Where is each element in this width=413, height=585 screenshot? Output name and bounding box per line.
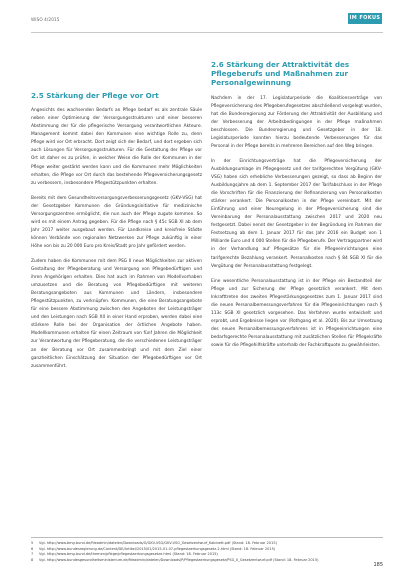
paragraph: In der Einrichtungsverträge hat die Pflegeversicherung der Ausbildungsumlage im Pflegegesetz und der tarifgerechten Vergütung (GKV-VSG) haben sich erhebliche Verbesserungen gezeigt, so dass ab Beginn der Ausbildungsjahre ab dem 1. September 2017 der Tarifabschluss in der Pflege die Vorschriften für die Finanzierung der Refinanzierung von Personalkosten stärker verankert. Die Personalkosten in der Pflege vereinbart. Mit der Einführung und einer Neuregelung in der Pflegeversicherung sind die Vereinbarung der Personalausstattung zwischen 2017 und 2020 neu festgesetzt. Dabei nennt der Gesetzgeber in der Begründung im Rahmen der Festsetzung ab dem 1. Januar 2017 für das Jahr 2016 ein Budget von 1 Milliarde Euro und 4 000 Stellen für die Pflegeberufe. Der Vertragspartner wird in der Verhandlung auf Pflegesätze für die Pflegeeinrichtungen eine tarifgerechte Bezahlung verankert. Personalkosten nach § 84 SGB XI für die Vergütung der Personalausstattung festgelegt. — [211, 158, 382, 269]
footnote-text: Vgl. http://www.bmg.bund.de/fileadmin/dateien/Downloads/G/GKV-VSG/GKV-VSG_Gesetzentwurf_Kabinett.pdf (Stand: 18. Februar 2015) — [39, 541, 277, 545]
header-divider — [31, 32, 383, 33]
footnote-number: 5 — [31, 541, 34, 545]
footnotes — [31, 537, 383, 563]
footnote-text: Vgl. http://www.bundesgesundheitsministerium.de/fileadmin/dateien/Downloads/P/Pflegestaerkungsgesetz/PSG_II_Gesetzentwurf.pdf (Stand: 18. Februar 2015) — [39, 557, 319, 562]
footnote-number: 8 — [31, 557, 34, 562]
section-heading-2-5: 2.5 Stärkung der Pflege vor Ort — [31, 91, 159, 100]
paragraph: Eine wesentliche Personalausstattung ist in der Pflege ein Bestandteil der Pflege und zur Sicherung der Pflege gesetzlich verankert. Mit dem Inkrafttreten des zweiten Pflegestärkungsgesetzes zum 1. Januar 2017 sind die neuen Personalbemessungsverfahren für die Pflegeeinrichtungen nach § 113c SGB XI gesetzlich vorgesehen. Das Verfahren wurde entwickelt und erprobt, und Ergebnisse liegen vor (Rothgang et al. 2020). Bis zur Umsetzung des neuen Personalbemessungsverfahrens ist in Pflegeeinrichtungen eine bedarfsgerechte Personalausstattung mit zusätzlichen Stellen für Pflegekräfte sowie für die Pflegehilfskräfte unterhalb der Fachkraftquote zu gewährleisten. — [211, 278, 382, 348]
section-heading-2-6: 2.6 Stärkung der Attraktivität des Pflegeberufs und Maßnahmen zur Personalgewinnung — [211, 60, 350, 88]
page-number: 185 — [373, 562, 383, 568]
paragraph: Bereits mit dem Gesundheitsversorgungsverbesserungsgesetz (GKV-VSG) hat der Gesetzgeber Kommunen die Gründungsinitiative für medizinische Versorgungszentren ermöglicht, die nun auch der Pflege zugute kommen. So wird es mit einem Antrag gegeben. Für die Pflege nach § 45c SGB XI ab dem Jahr 2017 weiter ausgebaut werden. Für Landkreise und kreisfreie Städte können Verbände von regionalen Netzwerken zur Pflege zukünftig in einer Höhe von bis zu 20 000 Euro pro Kreis/Stadt pro Jahr gefördert werden. — [31, 195, 202, 249]
footnote-number: 6 — [31, 546, 34, 551]
issue-label: WISO 4/2015 — [31, 17, 60, 22]
paragraph: Angesichts des wachsenden Bedarfs an Pflege bedarf es als zentrale Säule neben einer Optimierung der Versorgungsstrukturen und einer besseren Abstimmung der für die pflegerische Versorgung verantwortlichen Akteure. Management kommt dabei den Kommunen eine wichtige Rolle zu, denn Pflege wird vor Ort erbracht. Dort zeigt sich der Bedarf, und dort ergeben sich auch Lösungen für Versorgungsstrukturen. Für die Gestaltung der Pflege vor Ort ist daher es zu prüfen, in welcher Weise die Rolle der Kommunen in der Pflege weiter gestärkt werden kann und die Kommunen mehr Möglichkeiten erhalten, die Pflege vor Ort durch das bestehende Pflegeversicherungsgesetz zu verbessern, insbesondere Pflegestützpunkten erhalten. — [31, 108, 202, 186]
paragraph: Nachdem in der 17. Legislaturperiode die Koalitionsverträge von Pflegeversicherung des Pflegeberufegesetzes abschließend vorgelegt wurden, hat die Bundesregierung zur Förderung der Attraktivität der Ausbildung und der Verbesserung der Arbeitsbedingungen in der Pflege maßnahmen beschlossen. Die Bundesregierung und Gesetzgeber in der 18. Legislaturperiode konnten hierzu bedeutende Verbesserungen für das Personal in der Pflege bereits in mehreren Bereichen auf den Weg bringen. — [211, 95, 382, 149]
paragraph: Zudem haben die Kommunen mit dem PSG II neue Möglichkeiten zur aktiven Gestaltung der Pflegeberatung und Versorgung von Pflegebedürftigen und ihren Angehörigen erhalten. Dies hat auch im Rahmen von Modellvorhaben umzusetzen und die Beratung von Pflegebedürftigen mit weiteren Beratungsangeboten aus Kommunen und Ländern, insbesondere Pflegestützpunkten, zu verknüpfen. Kommunen, die eine Beratungsangebote für eine bessere Abstimmung zwischen den Angeboten der Leistungsträger und den Leistungen nach SGB XII in einer Hand erproben, werden dabei eine stärkere Rolle bei der Organisation der örtlichen Angebote haben. Modellkommunen erhalten für einen Zeitraum von fünf Jahren die Möglichkeit zur Verantwortung der Pflegeberatung, die die verschiedenen Leistungsträger an der Beratung vor Ort zusammenbringt und mit dem Ziel einer ganzheitlichen Einschätzung der Situation der Pflegebedürftigen vor Ort zusammenführt. — [31, 259, 202, 369]
footnote-number: 7 — [31, 552, 34, 557]
right-column — [211, 60, 382, 357]
footnote-text: Vgl. http://www.bundesregierung.de/Content/DE/Artikel/2015/01/2015-01-07-pflegestaerkungsgesetz-2.html (Stand: 18. Februar 2015) — [39, 546, 276, 551]
left-column — [31, 91, 202, 378]
footnote-text: Vgl. http://www.bmg.bund.de/themen/pflege/pflegestaerkungsgesetze.html (Stand: 18. Februar 2015) — [39, 552, 218, 557]
footnote — [31, 558, 383, 564]
section-tag: IM FOKUS — [348, 13, 382, 24]
